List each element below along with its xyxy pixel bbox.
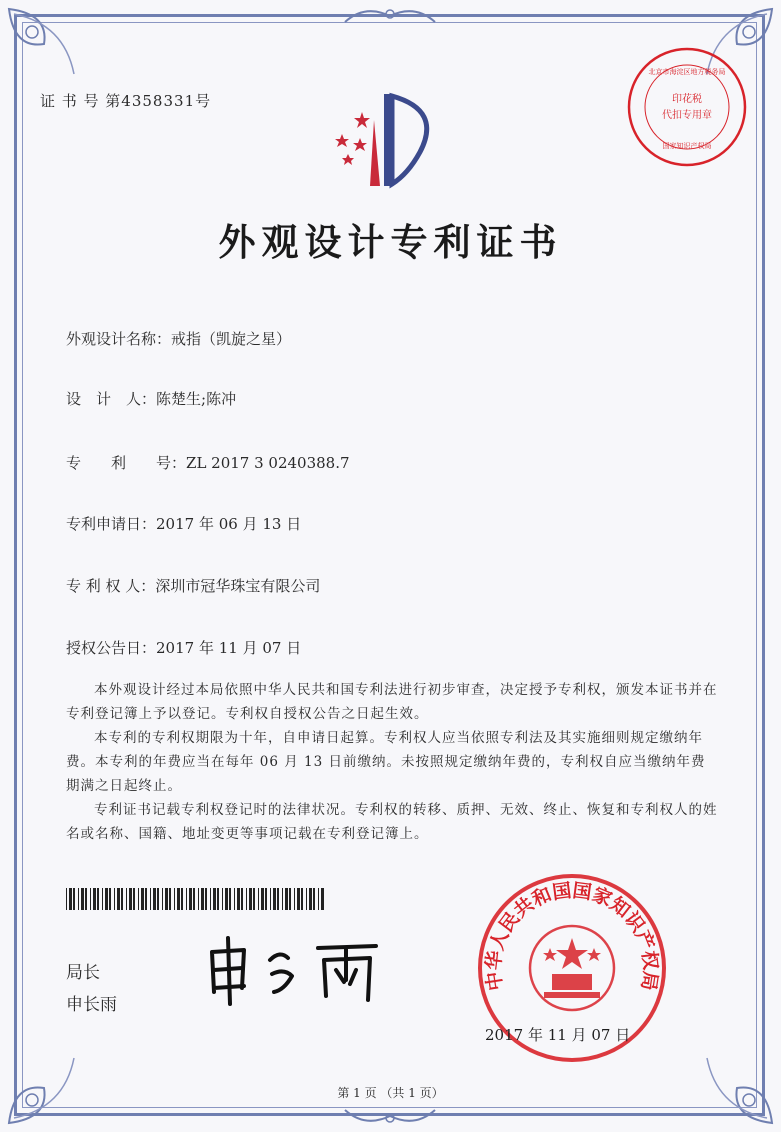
grant-date-label: 授权公告日： <box>66 639 157 657</box>
barcode-bar <box>105 888 108 910</box>
barcode-bar <box>282 888 283 910</box>
barcode-bar <box>97 888 99 910</box>
barcode-bar <box>301 888 303 910</box>
patentee-row <box>66 575 320 596</box>
handwritten-signature <box>200 930 400 1010</box>
barcode-bar <box>321 888 324 910</box>
barcode-bar <box>277 888 279 910</box>
barcode-bar <box>201 888 204 910</box>
patentee-value: 深圳市冠华珠宝有限公司 <box>155 577 321 595</box>
barcode-bar <box>73 888 75 910</box>
barcode-bar <box>162 888 163 910</box>
barcode-bar <box>265 888 267 910</box>
barcode-bar <box>157 888 159 910</box>
barcode-bar <box>289 888 291 910</box>
barcode-bar <box>181 888 183 910</box>
svg-text:中华人民共和国国家知识产权局: 中华人民共和国国家知识产权局 <box>482 879 662 993</box>
designer-label: 设 计 人： <box>66 390 157 408</box>
barcode-bar <box>114 888 115 910</box>
barcode-bar <box>78 888 79 910</box>
application-date-row <box>66 513 301 534</box>
barcode-bar <box>66 888 67 910</box>
bottom-flourish-icon <box>340 1104 440 1128</box>
document-title: 外观设计专利证书 <box>218 221 563 264</box>
barcode-bar <box>225 888 228 910</box>
barcode-bar <box>129 888 132 910</box>
patent-number-label: 专 利 号： <box>66 454 187 472</box>
certificate-number: 证 书 号 第4358331号 <box>40 92 212 110</box>
top-flourish-icon <box>340 4 440 28</box>
page-footer: 第 1 页 （共 1 页） <box>337 1086 444 1100</box>
barcode-bar <box>102 888 103 910</box>
svg-text:代扣专用章: 代扣专用章 <box>662 110 712 121</box>
seal-date: 2017 年 11 月 07 日 <box>485 1026 631 1044</box>
barcode-bar <box>186 888 187 910</box>
barcode-bar <box>241 888 243 910</box>
barcode-bar <box>121 888 123 910</box>
barcode-bar <box>261 888 264 910</box>
svg-text:国家知识产权局: 国家知识产权局 <box>662 142 712 150</box>
barcode-bar <box>109 888 111 910</box>
barcode-bar <box>294 888 295 910</box>
barcode-bar <box>270 888 271 910</box>
barcode-bar <box>285 888 288 910</box>
barcode-bar <box>169 888 171 910</box>
barcode-bar <box>229 888 231 910</box>
barcode-bar <box>318 888 319 910</box>
signatory-name: 申长雨 <box>66 995 117 1015</box>
corner-ornament-icon <box>4 1038 94 1128</box>
barcode-bar <box>205 888 207 910</box>
barcode-bar <box>138 888 139 910</box>
grant-date-row <box>66 637 301 658</box>
barcode-bar <box>193 888 195 910</box>
barcode-bar <box>81 888 84 910</box>
barcode-bar <box>126 888 127 910</box>
barcode-bar <box>133 888 135 910</box>
designer-value: 陈楚生;陈冲 <box>156 390 237 408</box>
barcode-bar <box>297 888 300 910</box>
barcode <box>66 888 326 910</box>
body-paragraph: 专利证书记载专利权登记时的法律状况。专利权的转移、质押、无效、终止、恢复和专利权人的姓名或名称、国籍、地址变更等事项记载在专利登记簿上。 <box>66 802 718 842</box>
body-paragraph: 本外观设计经过本局依照中华人民共和国专利法进行初步审查，决定授予专利权，颁发本证书并在专利登记簿上予以登记。专利权自授权公告之日起生效。 <box>66 682 718 722</box>
barcode-bar <box>210 888 211 910</box>
barcode-bar <box>150 888 151 910</box>
patent-number-row <box>66 452 350 473</box>
barcode-bar <box>217 888 219 910</box>
barcode-bar <box>117 888 120 910</box>
barcode-bar <box>93 888 96 910</box>
barcode-bar <box>234 888 235 910</box>
application-date-value: 2017 年 06 月 13 日 <box>156 515 302 533</box>
barcode-bar <box>313 888 315 910</box>
corner-ornament-icon <box>687 1038 777 1128</box>
signatory-role: 局长 <box>66 963 100 983</box>
barcode-bar <box>273 888 276 910</box>
barcode-bar <box>165 888 168 910</box>
barcode-bar <box>198 888 199 910</box>
barcode-bar <box>85 888 87 910</box>
tax-stamp-seal <box>624 44 750 170</box>
design-name-row <box>66 328 291 349</box>
design-name-label: 外观设计名称： <box>66 330 172 348</box>
barcode-bar <box>237 888 240 910</box>
barcode-bar <box>213 888 216 910</box>
barcode-bar <box>258 888 259 910</box>
designer-row <box>66 388 236 409</box>
patentee-label: 专 利 权 人： <box>66 577 156 595</box>
patent-office-logo-icon <box>322 90 452 190</box>
barcode-bar <box>309 888 312 910</box>
svg-text:印花税: 印花税 <box>672 94 702 105</box>
svg-text:北京市海淀区地方税务局: 北京市海淀区地方税务局 <box>648 68 726 76</box>
grant-date-value: 2017 年 11 月 07 日 <box>156 639 302 657</box>
barcode-bar <box>306 888 307 910</box>
patent-number-value: ZL 2017 3 0240388.7 <box>186 454 350 472</box>
barcode-bar <box>141 888 144 910</box>
barcode-bar <box>189 888 192 910</box>
barcode-bar <box>153 888 156 910</box>
application-date-label: 专利申请日： <box>66 515 157 533</box>
barcode-bar <box>69 888 72 910</box>
body-paragraph: 本专利的专利权期限为十年，自申请日起算。专利权人应当依照专利法及其实施细则规定缴纳年费。本专利的年费应当在每年 06 月 13 日前缴纳。未按照规定缴纳年费的，专利权自应当缴纳年费期满之日起终止。 <box>66 730 706 794</box>
corner-ornament-icon <box>4 4 94 94</box>
barcode-bar <box>90 888 91 910</box>
certificate-body <box>66 678 718 846</box>
barcode-bar <box>246 888 247 910</box>
barcode-bar <box>177 888 180 910</box>
design-name-value: 戒指（凯旋之星） <box>171 330 292 348</box>
barcode-bar <box>222 888 223 910</box>
barcode-bar <box>249 888 252 910</box>
barcode-bar <box>174 888 175 910</box>
barcode-bar <box>145 888 147 910</box>
barcode-bar <box>253 888 255 910</box>
